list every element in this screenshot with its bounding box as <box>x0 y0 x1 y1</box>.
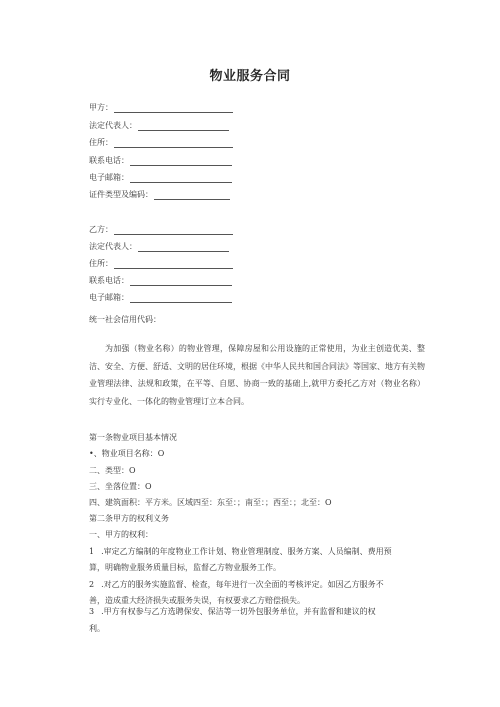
page-title: 物业服务合同 <box>209 69 291 84</box>
party-a-name-field <box>89 103 233 113</box>
party-a-name-label: 甲方： <box>89 103 113 112</box>
party-b-email-field <box>89 293 232 303</box>
right3-text: .甲方有权参与乙方选聘保安、保洁等一切外包服务单位，并有监督和建议的权 <box>101 607 376 616</box>
preamble-paragraph: 为加强（物业名称）的物业管理，保障房屋和公用设施的正常使用，为业主创造优美、整洁、安全、方便、舒适、文明的居住环境，根据《中华人民共和国合同法》等国家、地方有关物业管理法律、法规和政策，在平等、自愿、协商一致的基础上,就甲方委托乙方对（物业名称）实行专业化、一体化的物业管理订立本合同。 <box>89 344 425 406</box>
party-a-rep-label: 法定代表人： <box>89 121 137 130</box>
party-b-name-blank[interactable] <box>114 226 233 235</box>
credit-code-label: 统一社会信用代码： <box>89 315 161 324</box>
party-a-address-label: 住所： <box>89 138 113 147</box>
party-b-rep-field <box>89 242 229 252</box>
party-b-email-label: 电子邮箱： <box>89 293 129 302</box>
article1-item-area: 四、建筑面积：平方米。区域四至：东至：；南至：；西至：；北至：O <box>89 498 332 507</box>
right3-line <box>89 607 376 617</box>
article2-heading: 第二条甲方的权利义务 <box>89 514 169 523</box>
party-a-phone-blank[interactable] <box>130 157 232 166</box>
party-a-address-field <box>89 138 233 148</box>
party-a-email-field <box>89 173 232 183</box>
right1-number: 1 <box>89 547 95 556</box>
right2-text: .对乙方的服务实施监督、检查，每年进行一次全面的考核评定。如因乙方服务不 <box>101 580 384 589</box>
right3-number: 3 <box>89 607 95 616</box>
party-a-email-blank[interactable] <box>130 174 232 183</box>
party-b-address-label: 住所： <box>89 259 113 268</box>
right2-line <box>89 580 384 590</box>
article1-item-type: 二、类型：O <box>89 466 136 475</box>
party-b-rep-blank[interactable] <box>138 243 229 252</box>
party-a-phone-field <box>89 156 232 166</box>
article1-item-location: 三、坐落位置：O <box>89 482 152 491</box>
party-b-address-field <box>89 259 233 269</box>
party-b-rep-label: 法定代表人： <box>89 242 137 251</box>
article1-item-name: •、物业项目名称：O <box>89 449 165 458</box>
party-a-address-blank[interactable] <box>114 139 233 148</box>
party-a-rep-blank[interactable] <box>138 122 229 131</box>
right1-line <box>89 547 392 557</box>
party-b-email-blank[interactable] <box>130 294 232 303</box>
party-b-name-label: 乙方： <box>89 225 113 234</box>
party-b-name-field <box>89 225 233 235</box>
party-b-address-blank[interactable] <box>114 260 233 269</box>
party-a-id-label: 证件类型及编码： <box>89 190 153 199</box>
party-a-email-label: 电子邮箱： <box>89 173 129 182</box>
party-a-phone-label: 联系电话： <box>89 156 129 165</box>
right1-continuation: 算，明确物业服务质量目标，监督乙方物业服务工作。 <box>89 563 281 572</box>
right1-text: .审定乙方编制的年度物业工作计划、物业管理制度、服务方案、人员编制、费用预 <box>101 547 392 556</box>
party-a-id-field <box>89 190 230 200</box>
right2-continuation: 善，造成重大经济损失或服务失误，有权要求乙方赔偿损失。 <box>89 596 305 605</box>
right3-continuation: 利。 <box>89 624 105 633</box>
party-b-phone-label: 联系电话： <box>89 276 129 285</box>
right2-number: 2 <box>89 580 95 589</box>
party-a-id-blank[interactable] <box>154 191 230 200</box>
party-b-phone-blank[interactable] <box>130 277 232 286</box>
rights-heading: 一、甲方的权利： <box>89 530 153 539</box>
party-b-phone-field <box>89 276 232 286</box>
party-a-name-blank[interactable] <box>114 104 233 113</box>
article1-heading: 第一条物业项目基本情况 <box>89 433 177 442</box>
party-a-rep-field <box>89 121 229 131</box>
